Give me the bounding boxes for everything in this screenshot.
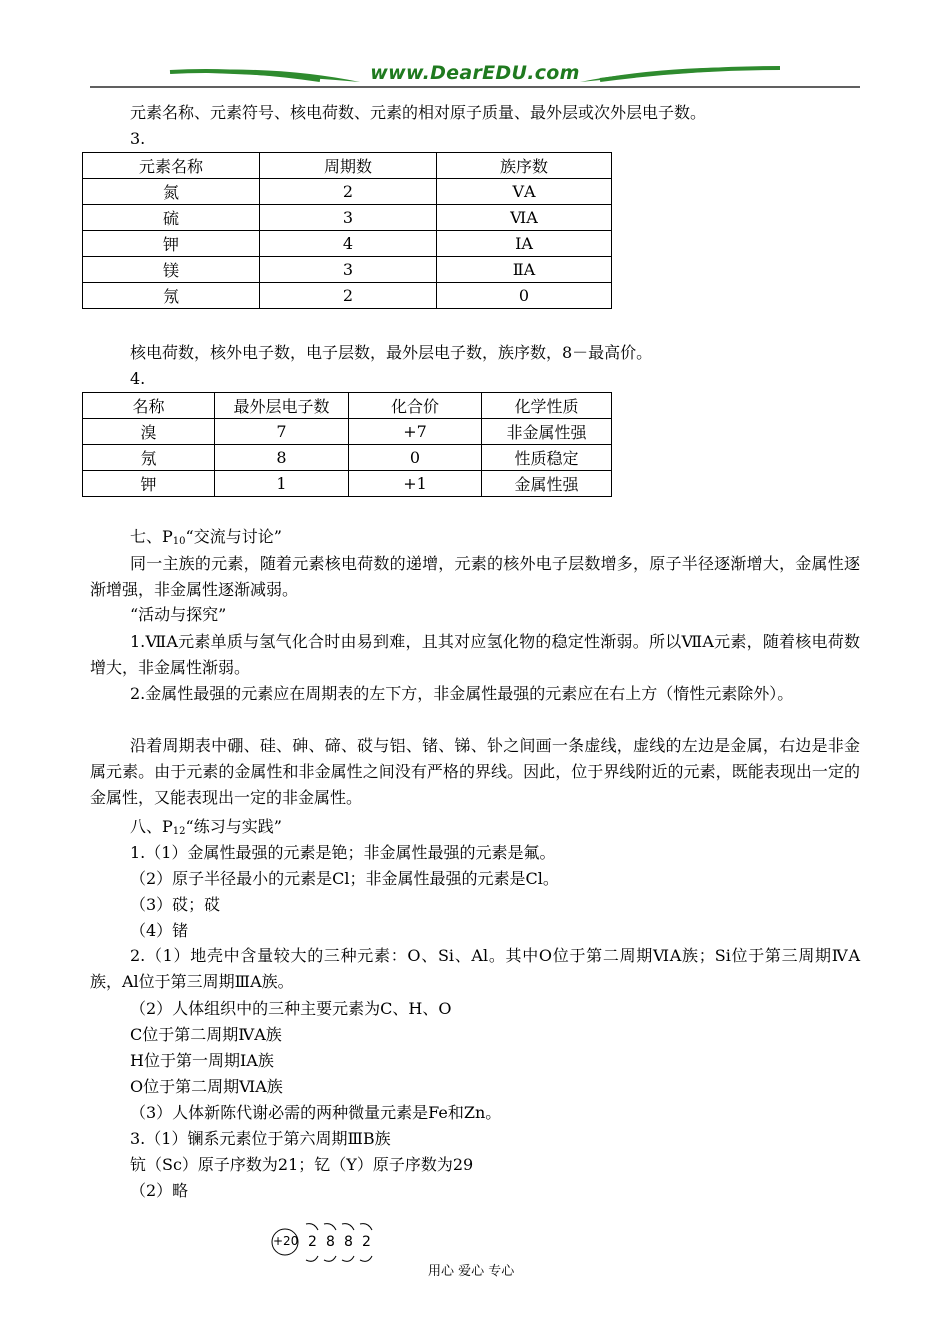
table-cell: 3: [260, 205, 437, 231]
table-row: [83, 445, 612, 471]
answer-line: （3）人体新陈代谢必需的两种微量元素是Fe和Zn。: [130, 1103, 502, 1122]
table-row: [83, 179, 612, 205]
table-cell: 0: [437, 283, 612, 309]
nucleus-charge: +20: [273, 1234, 299, 1248]
table-cell: 3: [260, 257, 437, 283]
text-line: 元素名称、元素符号、核电荷数、元素的相对原子质量、最外层或次外层电子数。: [130, 103, 707, 122]
table-cell: ⅤA: [437, 179, 612, 205]
table-cell: 钾: [83, 471, 215, 497]
page-subscript: 10: [172, 536, 186, 547]
table-header-row: [83, 393, 612, 419]
table-row: [83, 257, 612, 283]
table-cell: 0: [349, 445, 482, 471]
table-cell: 非金属性强: [482, 419, 612, 445]
table-row: [83, 205, 612, 231]
table-cell: ⅥA: [437, 205, 612, 231]
table-cell: ⅠA: [437, 231, 612, 257]
section-heading-8: [130, 817, 282, 842]
heading-prefix: 七、P: [130, 527, 173, 546]
shell-electron-count: 2: [362, 1234, 371, 1250]
table-header-cell: 元素名称: [83, 153, 260, 179]
table-header-cell: 最外层电子数: [215, 393, 349, 419]
heading-title: “交流与讨论”: [185, 527, 282, 546]
table-cell: 7: [215, 419, 349, 445]
table-cell: 钾: [83, 231, 260, 257]
shell-arc: [342, 1256, 354, 1261]
paragraph: 1.ⅦA元素单质与氢气化合时由易到难，且其对应氢化物的稳定性渐弱。所以ⅦA元素，随着核电荷数增大，非金属性渐弱。: [90, 632, 860, 677]
page-footer: 用心 爱心 专心: [428, 1264, 515, 1279]
element-property-table: [82, 392, 612, 497]
site-url: www.DearEDU.com: [370, 62, 580, 84]
shell-arc: [306, 1224, 318, 1230]
atom-structure-diagram: [270, 1218, 380, 1278]
paragraph: 沿着周期表中硼、硅、砷、碲、砹与铝、锗、锑、钋之间画一条虚线，虚线的左边是金属，右边是非金属元素。由于元素的金属性和非金属性之间没有严格的界线。因此，位于界线附近的元素，既能表现出一定的金属性，又能表现出一定的非金属性。: [90, 736, 860, 807]
paragraph: 2.金属性最强的元素应在周期表的左下方，非金属性最强的元素应在右上方（惰性元素除外）。: [130, 684, 794, 703]
text-line: 核电荷数，核外电子数，电子层数，最外层电子数，族序数，8－最高价。: [130, 343, 653, 362]
item-number: 3.: [130, 129, 146, 148]
table-cell: +1: [349, 471, 482, 497]
table-header-cell: 名称: [83, 393, 215, 419]
shell-arc: [306, 1256, 318, 1261]
shell-electron-count: 8: [326, 1234, 335, 1250]
table-cell: 8: [215, 445, 349, 471]
table-header-cell: 化合价: [349, 393, 482, 419]
table-header-cell: 族序数: [437, 153, 612, 179]
table-cell: 2: [260, 179, 437, 205]
item-number: 4.: [130, 369, 146, 388]
table-row: [83, 231, 612, 257]
table-row: [83, 283, 612, 309]
table-cell: 氮: [83, 179, 260, 205]
page-subscript: 12: [172, 826, 186, 837]
answer-line: O位于第二周期ⅥA族: [130, 1077, 283, 1096]
heading-title: “练习与实践”: [185, 817, 282, 836]
table-header-row: [83, 153, 612, 179]
answer-line: （3）砹；砹: [130, 895, 221, 914]
table-cell: 1: [215, 471, 349, 497]
shell-arc: [324, 1224, 336, 1230]
table-row: [83, 419, 612, 445]
table-cell: 2: [260, 283, 437, 309]
answer-line: （2）略: [130, 1181, 189, 1200]
answer-line: 1.（1）金属性最强的元素是铯；非金属性最强的元素是氟。: [130, 843, 556, 862]
table-cell: +7: [349, 419, 482, 445]
table-cell: 镁: [83, 257, 260, 283]
shell-arc: [360, 1256, 372, 1261]
shell-arc: [360, 1224, 372, 1230]
shell-electron-count: 8: [344, 1234, 353, 1250]
table-cell: 氖: [83, 283, 260, 309]
table-cell: 4: [260, 231, 437, 257]
element-period-table: [82, 152, 612, 309]
table-cell: ⅡA: [437, 257, 612, 283]
heading-prefix: 八、P: [130, 817, 173, 836]
shell-electron-count: 2: [308, 1234, 317, 1250]
paragraph: 2.（1）地壳中含量较大的三种元素：O、Si、Al。其中O位于第二周期ⅥA族；Si位于第三周期ⅣA族，Al位于第三周期ⅢA族。: [90, 946, 860, 991]
answer-line: H位于第一周期ⅠA族: [130, 1051, 274, 1070]
answer-line: （2）人体组织中的三种主要元素为C、H、O: [130, 999, 452, 1018]
answer-line: 钪（Sc）原子序数为21；钇（Y）原子序数为29: [130, 1155, 474, 1174]
table-cell: 溴: [83, 419, 215, 445]
answer-line: 3.（1）镧系元素位于第六周期ⅢB族: [130, 1129, 391, 1148]
shell-arc: [324, 1256, 336, 1261]
site-header: [90, 58, 860, 90]
subheading: “活动与探究”: [130, 605, 227, 624]
answer-line: （4）锗: [130, 921, 189, 940]
answer-line: C位于第二周期ⅣA族: [130, 1025, 282, 1044]
table-header-cell: 化学性质: [482, 393, 612, 419]
paragraph: 同一主族的元素，随着元素核电荷数的递增，元素的核外电子层数增多，原子半径逐渐增大，金属性逐渐增强，非金属性逐渐减弱。: [90, 554, 860, 599]
section-heading-7: [130, 527, 282, 552]
shell-arc: [342, 1224, 354, 1230]
table-row: [83, 471, 612, 497]
table-cell: 金属性强: [482, 471, 612, 497]
table-cell: 硫: [83, 205, 260, 231]
table-header-cell: 周期数: [260, 153, 437, 179]
answer-line: （2）原子半径最小的元素是Cl；非金属性最强的元素是Cl。: [130, 869, 559, 888]
table-cell: 性质稳定: [482, 445, 612, 471]
table-cell: 氖: [83, 445, 215, 471]
